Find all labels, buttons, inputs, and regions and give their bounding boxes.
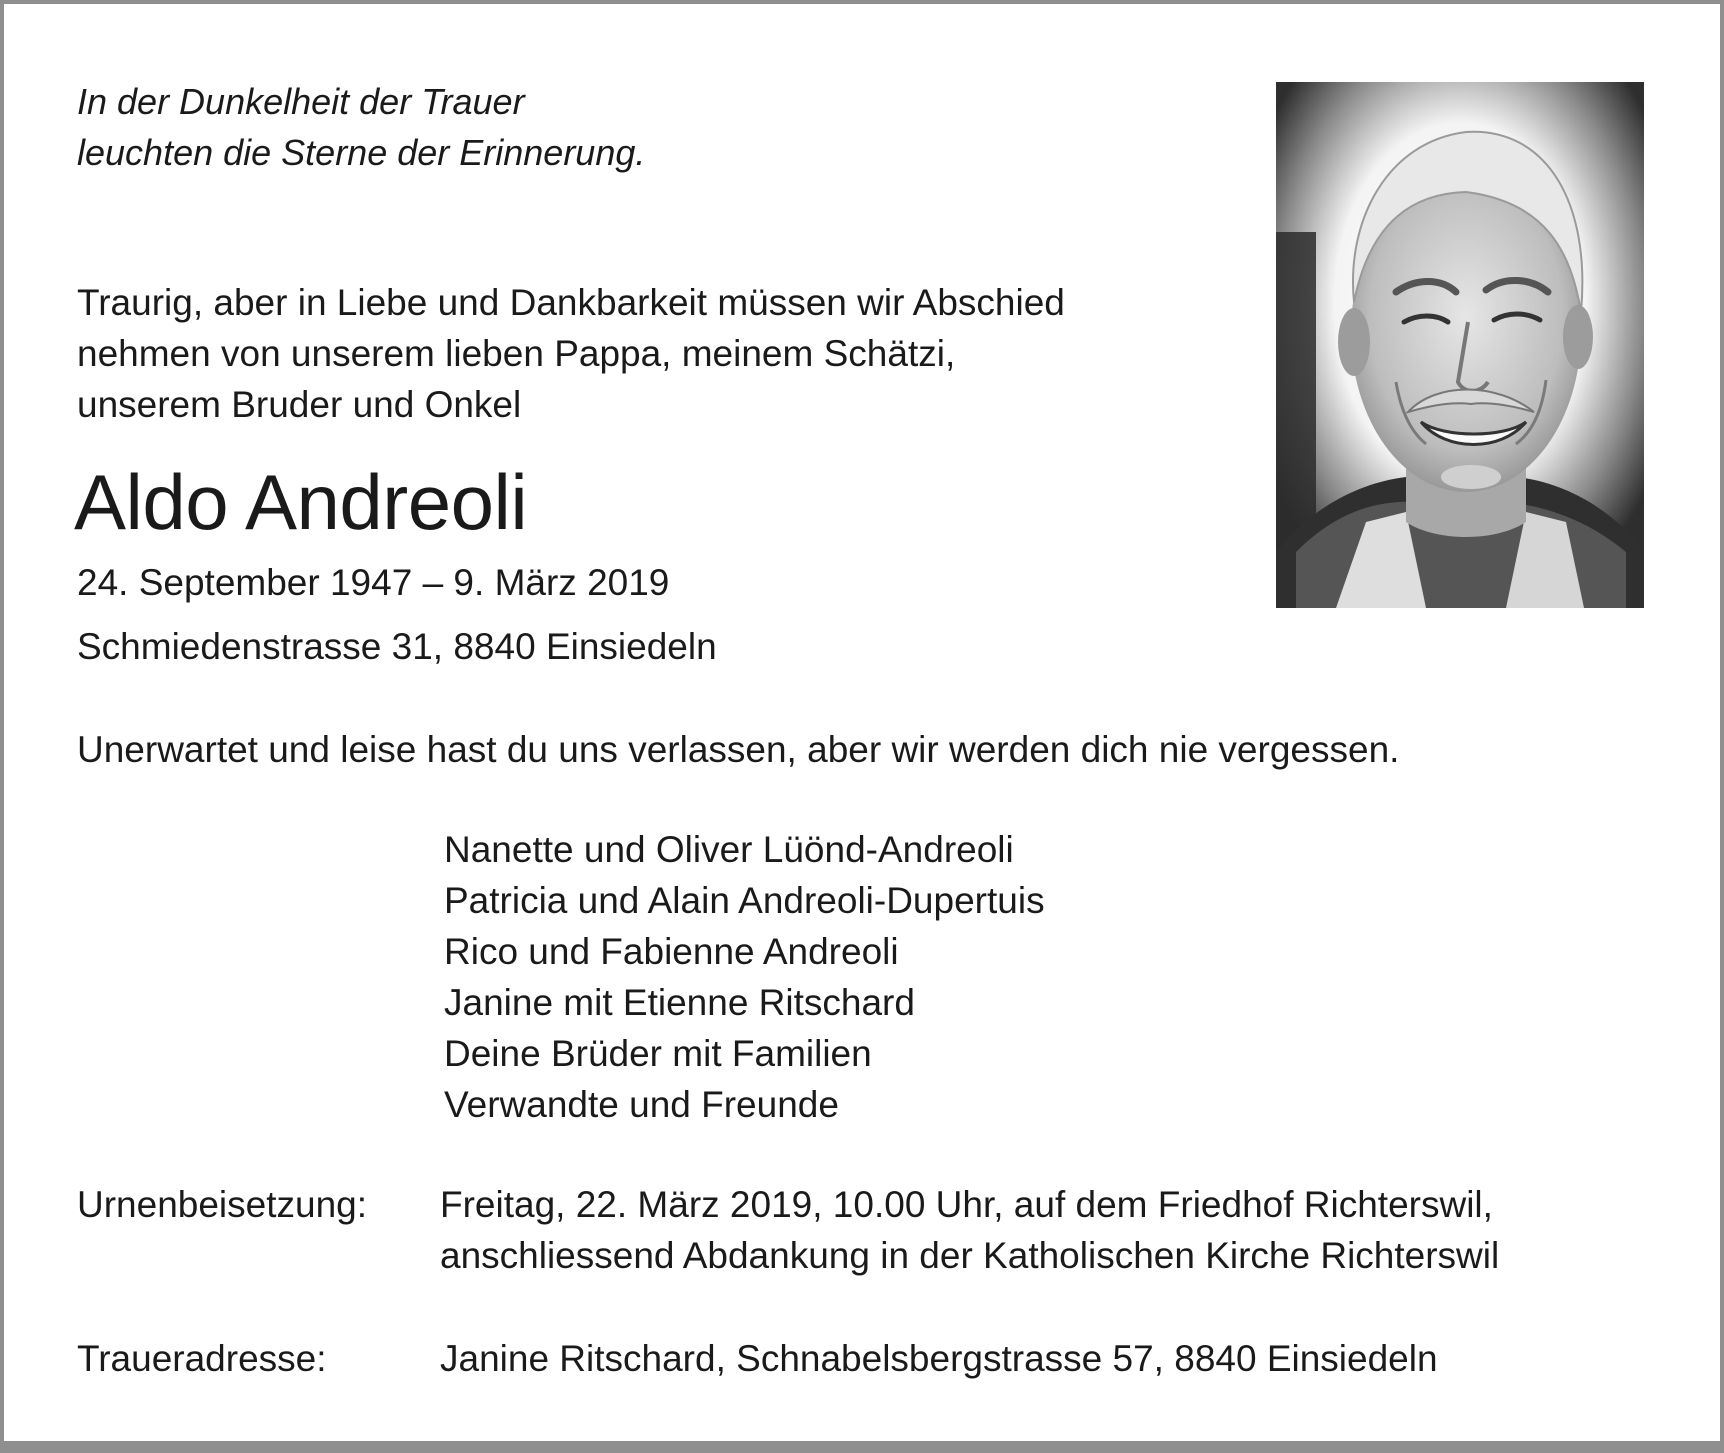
ceremony-line: Freitag, 22. März 2019, 10.00 Uhr, auf dem Friedhof Richterswil, bbox=[440, 1184, 1493, 1225]
mourners-list bbox=[444, 824, 1045, 1130]
motto-line: leuchten die Sterne der Erinnerung. bbox=[77, 132, 646, 173]
mourner-item: Rico und Fabienne Andreoli bbox=[444, 931, 899, 972]
portrait-photo bbox=[1276, 82, 1644, 608]
mourner-item: Verwandte und Freunde bbox=[444, 1084, 839, 1125]
mourner-item: Janine mit Etienne Ritschard bbox=[444, 982, 915, 1023]
intro-line: unserem Bruder und Onkel bbox=[77, 384, 522, 425]
mourning-address-text: Janine Ritschard, Schnabelsbergstrasse 57, 8840 Einsiedeln bbox=[440, 1338, 1438, 1379]
mourner-item: Patricia und Alain Andreoli-Dupertuis bbox=[444, 880, 1045, 921]
ceremony-line: anschliessend Abdankung in der Katholischen Kirche Richterswil bbox=[440, 1235, 1500, 1276]
deceased-name: Aldo Andreoli bbox=[74, 458, 528, 546]
ceremony-label: Urnenbeisetzung: bbox=[77, 1184, 368, 1225]
intro-text bbox=[77, 277, 1065, 430]
mourner-item: Deine Brüder mit Familien bbox=[444, 1033, 872, 1074]
deceased-address: Schmiedenstrasse 31, 8840 Einsiedeln bbox=[77, 626, 717, 667]
mourner-item: Nanette und Oliver Lüönd-Andreoli bbox=[444, 829, 1014, 870]
motto-line: In der Dunkelheit der Trauer bbox=[77, 81, 525, 122]
mourning-address-label: Traueradresse: bbox=[77, 1338, 327, 1379]
intro-line: nehmen von unserem lieben Pappa, meinem Schätzi, bbox=[77, 333, 956, 374]
life-dates: 24. September 1947 – 9. März 2019 bbox=[77, 562, 670, 603]
intro-line: Traurig, aber in Liebe und Dankbarkeit müssen wir Abschied bbox=[77, 282, 1065, 323]
farewell-text: Unerwartet und leise hast du uns verlassen, aber wir werden dich nie vergessen. bbox=[77, 729, 1400, 770]
ceremony-details bbox=[440, 1179, 1499, 1281]
motto-quote bbox=[77, 76, 645, 178]
